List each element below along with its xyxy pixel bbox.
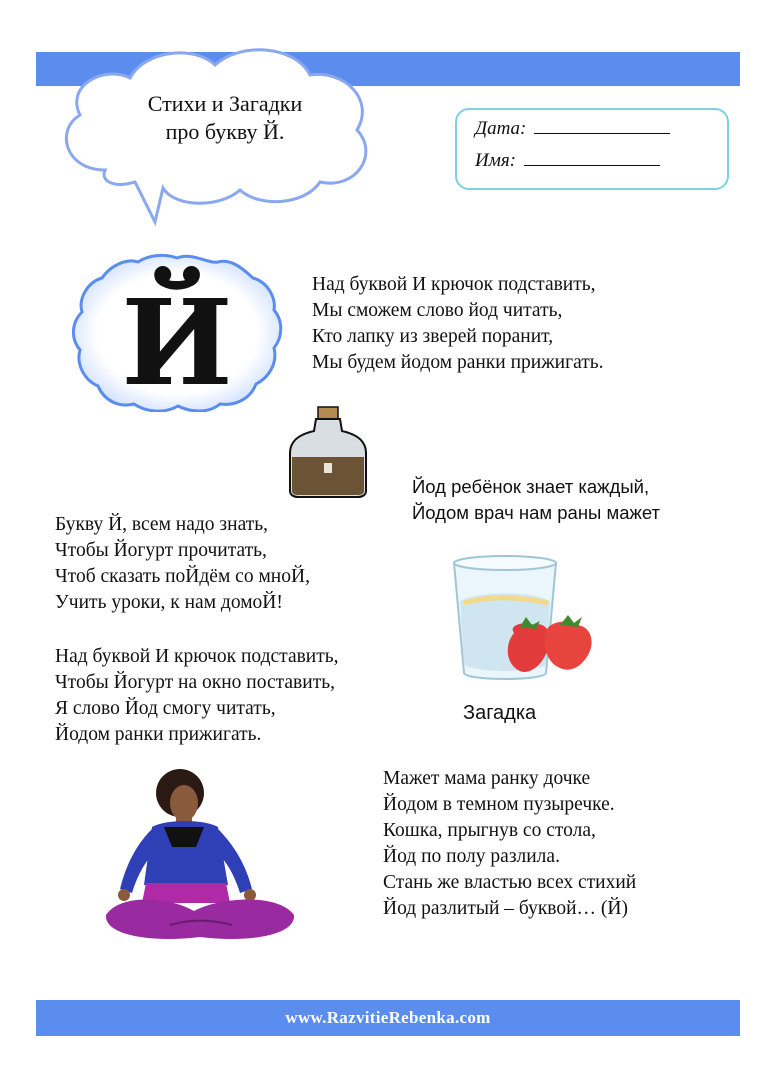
- title-line-1: Стихи и Загадки: [147, 91, 303, 116]
- poem-3: Букву Й, всем надо знать, Чтобы Йогурт прочитать, Чтоб сказать поЙдём со мноЙ, Учить уроки, к нам домоЙ!: [55, 514, 310, 613]
- name-label: Имя:: [475, 150, 517, 171]
- date-label: Дата:: [475, 118, 527, 139]
- poem-1: Над буквой И крючок подставить, Мы сможем слово йод читать, Кто лапку из зверей поранит, Мы будем йодом ранки прижигать.: [312, 274, 604, 373]
- title-line-2: про букву Й.: [165, 119, 285, 144]
- meditating-person-icon: [100, 765, 300, 950]
- footer-url-link[interactable]: www.RazvitieRebenka.com: [285, 1008, 491, 1027]
- date-name-box: [455, 108, 729, 190]
- iodine-bottle-icon: [286, 405, 370, 499]
- page-title: [95, 90, 355, 146]
- date-row: [475, 118, 670, 140]
- name-row: [475, 150, 660, 172]
- riddle-text: Мажет мама ранку дочке Йодом в темном пузыречке. Кошка, прыгнув со стола, Йод по полу разлила. Стань же властью всех стихий Йод разлитый – буквой… (Й): [383, 768, 637, 919]
- date-line[interactable]: [534, 133, 670, 134]
- footer-bar: [36, 1000, 740, 1036]
- name-line[interactable]: [524, 165, 660, 166]
- big-letter: Й: [121, 273, 233, 412]
- yogurt-glass-icon: [450, 555, 600, 685]
- poem-2: Йод ребёнок знает каждый, Йодом врач нам раны мажет: [412, 476, 661, 523]
- riddle-heading: Загадка: [463, 702, 537, 724]
- poem-4: Над буквой И крючок подставить, Чтобы Йогурт на окно поставить, Я слово Йод смогу читать, Йодом ранки прижигать.: [55, 646, 339, 745]
- letter-badge: [68, 252, 286, 412]
